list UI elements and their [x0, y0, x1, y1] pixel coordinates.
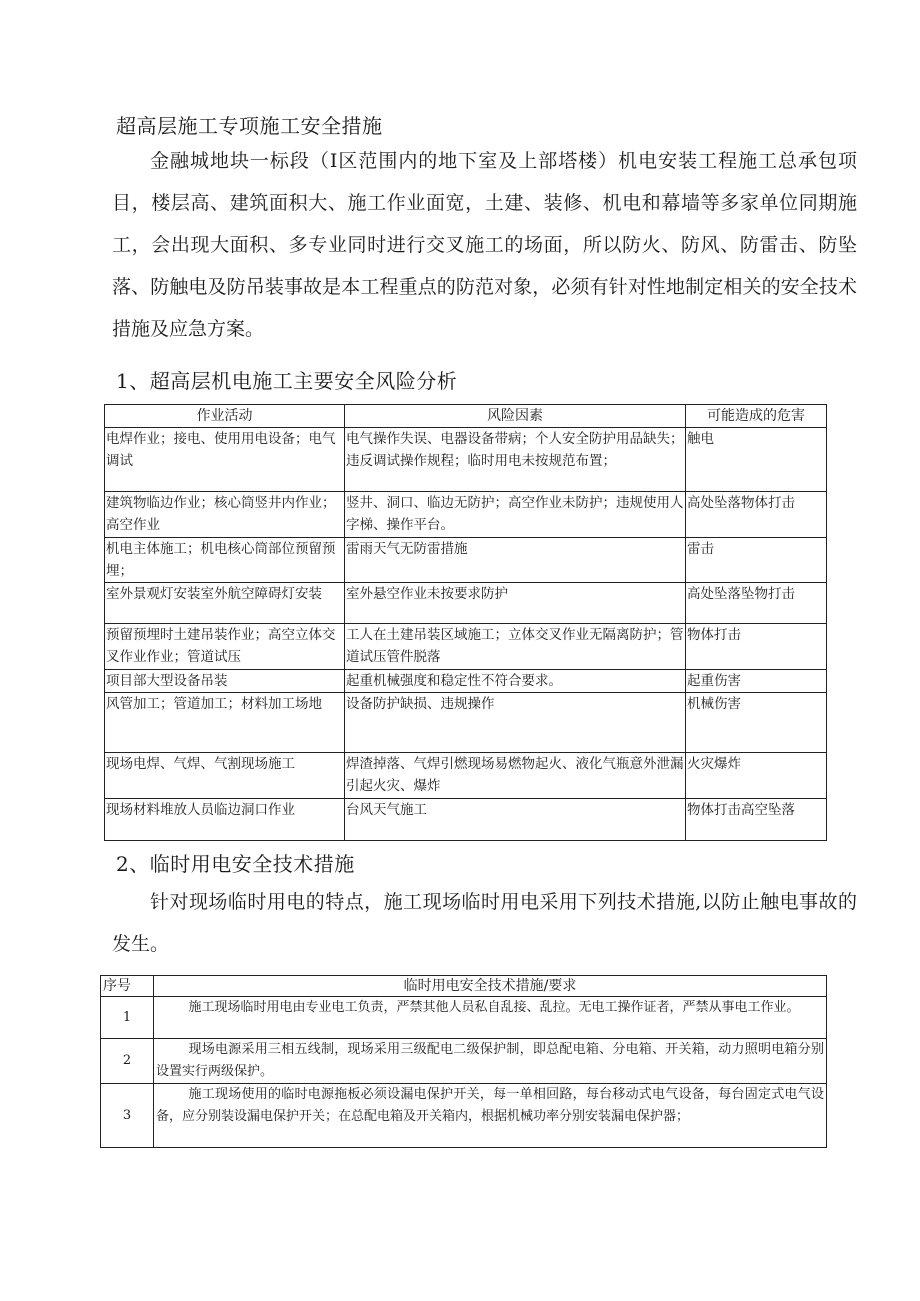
table-row — [105, 624, 827, 670]
harm-cell: 雷击 — [686, 538, 827, 583]
document-title: 超高层施工专项施工安全措施 — [116, 114, 383, 138]
col-risk-header: 风险因素 — [345, 405, 686, 428]
risk-cell: 设备防护缺损、违规操作 — [345, 693, 686, 753]
risk-cell: 电气操作失误、电器设备带病；个人安全防护用品缺失；违反调试操作规程；临时用电未按规范布置； — [345, 428, 686, 492]
risk-cell: 竖井、洞口、临边无防护；高空作业未防护；违规使用人字梯、操作平台。 — [345, 492, 686, 538]
measure-text: 施工现场临时用电由专业电工负责，严禁其他人员私自乱接、乱拉。无电工操作证者，严禁从事电工作业。 — [154, 997, 827, 1039]
table-row — [105, 799, 827, 841]
table-row — [105, 492, 827, 538]
row-number: 3 — [101, 1084, 154, 1148]
measures-table-header — [101, 976, 827, 997]
activity-cell: 室外景观灯安装室外航空障碍灯安装 — [105, 583, 345, 624]
activity-cell: 项目部大型设备吊装 — [105, 670, 345, 693]
activity-cell: 建筑物临边作业；核心筒竖井内作业；高空作业 — [105, 492, 345, 538]
table-row — [105, 753, 827, 799]
section1-heading: 1、超高层机电施工主要安全风险分析 — [116, 369, 458, 393]
col-activity-header: 作业活动 — [105, 405, 345, 428]
table-row — [101, 1084, 827, 1148]
electrical-measures-table — [100, 975, 827, 1148]
harm-cell: 触电 — [686, 428, 827, 492]
section2-heading: 2、临时用电安全技术措施 — [116, 852, 355, 876]
harm-cell: 高处坠落坠物打击 — [686, 583, 827, 624]
table-row — [101, 1039, 827, 1084]
section2-intro-paragraph: 针对现场临时用电的特点，施工现场临时用电采用下列技术措施,以防止触电事故的发生。 — [112, 891, 857, 955]
risk-table-header — [105, 405, 827, 428]
harm-cell: 火灾爆炸 — [686, 753, 827, 799]
risk-analysis-table — [104, 404, 827, 841]
harm-cell: 起重伤害 — [686, 670, 827, 693]
table-row — [105, 538, 827, 583]
risk-cell: 工人在土建吊装区域施工；立体交叉作业无隔离防护；管道试压管件脱落 — [345, 624, 686, 670]
risk-cell: 雷雨天气无防雷措施 — [345, 538, 686, 583]
harm-cell: 物体打击高空坠落 — [686, 799, 827, 841]
risk-cell: 室外悬空作业未按要求防护 — [345, 583, 686, 624]
harm-cell: 物体打击 — [686, 624, 827, 670]
row-number: 2 — [101, 1039, 154, 1084]
table-row — [101, 997, 827, 1039]
activity-cell: 风管加工；管道加工；材料加工场地 — [105, 693, 345, 753]
harm-cell: 高处坠落物体打击 — [686, 492, 827, 538]
table-row — [105, 693, 827, 753]
activity-cell: 现场材料堆放人员临边洞口作业 — [105, 799, 345, 841]
col-measure-header: 临时用电安全技术措施/要求 — [154, 976, 827, 997]
activity-cell: 预留预埋时土建吊装作业；高空立体交叉作业作业；管道试压 — [105, 624, 345, 670]
intro-paragraph: 金融城地块一标段（Ⅰ区范围内的地下室及上部塔楼）机电安装工程施工总承包项目，楼层高、建筑面积大、施工作业面宽，土建、装修、机电和幕墙等多家单位同期施工，会出现大面积、多专业同时进行交叉施工的场面，所以防火、防风、防雷击、防坠落、防触电及防吊装事故是本工程重点的防范对象，必须有针对性地制定相关的安全技术措施及应急方案。 — [112, 150, 857, 340]
activity-cell: 机电主体施工；机电核心筒部位预留预埋； — [105, 538, 345, 583]
row-number: 1 — [101, 997, 154, 1039]
col-harm-header: 可能造成的危害 — [686, 405, 827, 428]
table-row — [105, 670, 827, 693]
risk-cell: 台风天气施工 — [345, 799, 686, 841]
col-number-header: 序号 — [101, 976, 154, 997]
table-row — [105, 428, 827, 492]
activity-cell: 电焊作业；接电、使用用电设备；电气调试 — [105, 428, 345, 492]
activity-cell: 现场电焊、气焊、气割现场施工 — [105, 753, 345, 799]
measure-text: 现场电源采用三相五线制，现场采用三级配电二级保护制，即总配电箱、分电箱、开关箱，动力照明电箱分别设置实行两级保护。 — [154, 1039, 827, 1084]
risk-cell: 起重机械强度和稳定性不符合要求。 — [345, 670, 686, 693]
measure-text: 施工现场使用的临时电源拖板必须设漏电保护开关，每一单相回路，每台移动式电气设备，每台固定式电气设备，应分别装设漏电保护开关；在总配电箱及开关箱内，根据机械功率分别安装漏电保护器； — [154, 1084, 827, 1148]
risk-cell: 焊渣掉落、气焊引燃现场易燃物起火、液化气瓶意外泄漏引起火灾、爆炸 — [345, 753, 686, 799]
table-row — [105, 583, 827, 624]
harm-cell: 机械伤害 — [686, 693, 827, 753]
